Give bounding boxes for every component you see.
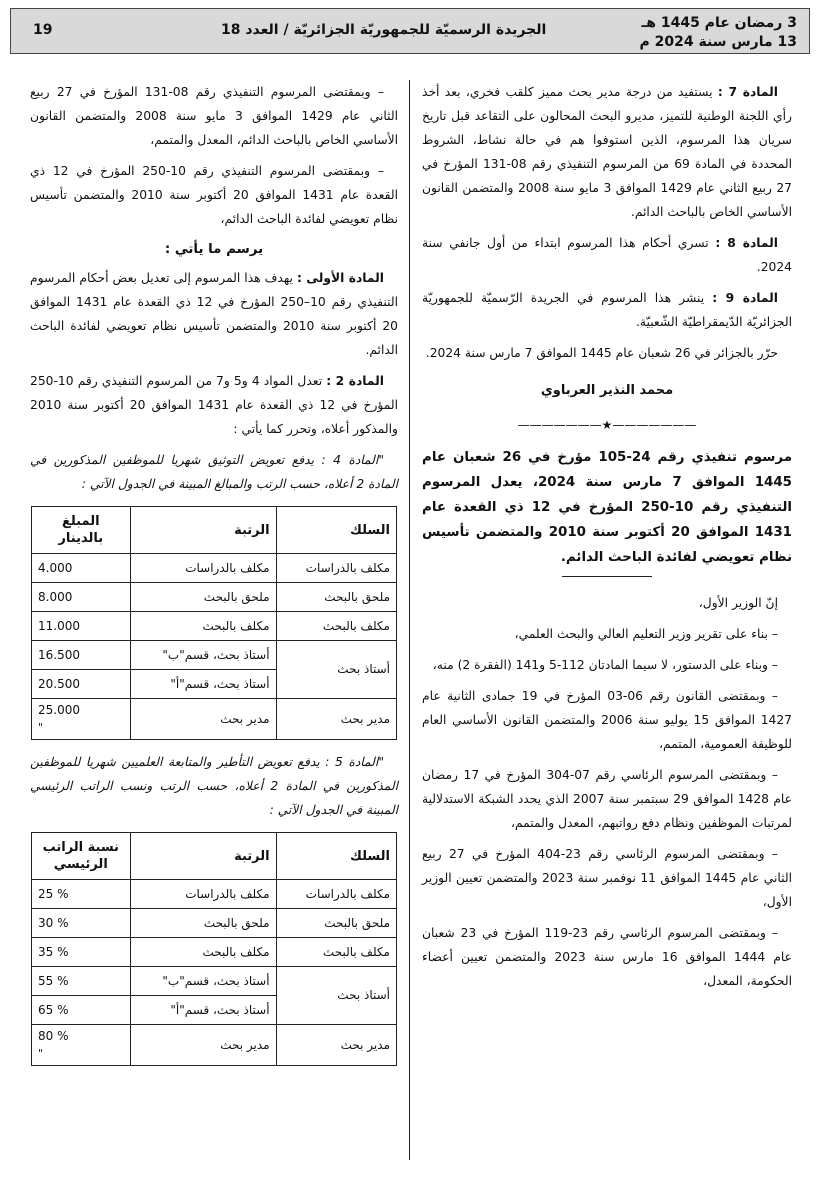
cell-rank: مكلف بالدراسات [130,554,276,583]
visa-8: – وبمقتضى المرسوم التنفيذي رقم 10-250 المؤرخ في 12 ذي القعدة عام 1431 الموافق 20 أكتوبر سنة 2010 والمتضمن تأسيس نظام تعويضي لفائدة الباحث الدائم، [30,164,398,226]
header-date-hijri: 3 رمضان عام 1445 هـ [641,15,797,31]
cell-corps: مدير بحث [276,699,396,740]
article-8-label: المادة 8 : [715,236,778,250]
cell-rank: أستاذ بحث، قسم"ب" [130,641,276,670]
visa-5: – وبمقتضى المرسوم الرئاسي رقم 23-404 المؤرخ في 27 ربيع الثاني عام 1445 الموافق 11 نوفمبر سنة 2023 والمتضمن تعيين الوزير الأول، [422,847,793,909]
cell-corps: أستاذ بحث [276,967,396,1025]
short-rule [562,576,652,577]
header-title: الجريدة الرسميّة للجمهوريّة الجزائريّة / العدد 18 [221,22,547,38]
cell-rate: 35 % [32,938,131,967]
table-row [32,641,397,670]
table-row [32,554,397,583]
visa-1: – بناء على تقرير وزير التعليم العالي والبحث العلمي، [514,627,778,641]
prime-minister-line: إنّ الوزير الأول، [698,596,778,610]
cell-rank: أستاذ بحث، قسم"أ" [130,670,276,699]
col-corps: السلك [276,507,396,554]
cell-corps: مكلف بالبحث [276,938,396,967]
article-7 [422,80,792,224]
table-row [32,612,397,641]
article-7-text: يستفيد من درجة مدير بحث مميز كلقب فخري، بعد أخذ رأي اللجنة الوطنية للتميز، مديرو البحث المحالون على التقاعد قبل تاريخ سريان هذا المرسوم، الذين استوفوا هم في حالة نشاط، الشروط المحددة في المادة 69 من المرسوم التنفيذي رقم 08-131 المؤرخ في 27 ربيع الثاني عام 1429 الموافق 3 مايو سنة 2008 والمتضمن القانون الأساسي الخاص بالباحث الدائم. [422,85,793,219]
table-row [32,909,397,938]
cell-amount-value: 25.000 [38,703,80,717]
visa-4: – وبمقتضى المرسوم الرئاسي رقم 07-304 المؤرخ في 17 رمضان عام 1428 الموافق 29 سبتمبر سنة 2007 الذي يحدد الشبكة الاستدلالية لمرتبات الموظفين ونظام دفع رواتبهم، المعدل والمتمم، [422,768,793,830]
visa-2: – وبناء على الدستور، لا سيما المادتان 112-5 و141 (الفقرة 2) منه، [432,658,778,672]
article-1 [30,266,398,362]
visa-6: – وبمقتضى المرسوم الرئاسي رقم 23-119 المؤرخ في 23 شعبان عام 1444 الموافق 16 مارس سنة 2023 والمتضمن تعيين أعضاء الحكومة، المعدل، [422,926,792,988]
cell-corps: مكلف بالبحث [276,612,396,641]
cell-amount: 4.000 [32,554,131,583]
left-column [30,80,398,1076]
table-row [32,1025,397,1066]
col-rank: الرتبة [130,833,276,880]
article-4-quote: "المادة 4 : يدفع تعويض التوثيق شهريا للموظفين المذكورين في المادة 2 أعلاه، حسب الرتب والمبالغ المبينة في الجدول الآتي : [30,453,398,491]
article-9-text: ينشر هذا المرسوم في الجريدة الرّسميّة للجمهوريّة الجزائريّة الدّيمقراطيّة الشّعبيّة. [422,291,792,329]
cell-rank: مكلف بالبحث [130,612,276,641]
cell-rate [32,1025,131,1066]
decree-title: مرسوم تنفيذي رقم 24-105 مؤرخ في 26 شعبان عام 1445 الموافق 7 مارس سنة 2024، يعدل المرسوم التنفيذي رقم 10-250 المؤرخ في 12 ذي القعدة عام 1431 الموافق 20 أكتوبر سنة 2010 والمتضمن تأسيس نظام تعويضي لفائدة الباحث الدائم. [422,450,792,565]
cell-corps: أستاذ بحث [276,641,396,699]
cell-corps: ملحق بالبحث [276,583,396,612]
article-7-label: المادة 7 : [717,85,779,99]
table-row [32,583,397,612]
cell-rank: مدير بحث [130,1025,276,1066]
cell-amount: 20.500 [32,670,131,699]
cell-rank: أستاذ بحث، قسم"أ" [130,996,276,1025]
cell-rate: 30 % [32,909,131,938]
table-header-row [32,507,397,554]
article-5-quote: "المادة 5 : يدفع تعويض التأطير والمتابعة العلميين شهريا للموظفين المذكورين في المادة 2 أعلاه، حسب الرتب ونسب الراتب الرئيسي المبينة في الجدول الآتي : [30,755,398,817]
table-header-row [32,833,397,880]
article-2-label: المادة 2 : [326,374,384,388]
right-column [422,80,792,1000]
cell-rank: ملحق بالبحث [130,909,276,938]
cell-amount [32,699,131,740]
closing-quote-mark: " [38,721,44,734]
cell-corps: مكلف بالدراسات [276,880,396,909]
col-corps: السلك [276,833,396,880]
cell-rate: 25 % [32,880,131,909]
column-divider [409,80,410,1160]
table-row [32,967,397,996]
article-2 [30,369,398,441]
header-date-gregorian: 13 مارس سنة 2024 م [639,34,797,50]
table-row [32,880,397,909]
cell-corps: مكلف بالدراسات [276,554,396,583]
visa-7: – وبمقتضى المرسوم التنفيذي رقم 08-131 المؤرخ في 27 ربيع الثاني عام 1429 الموافق 3 مايو سنة 2008 والمتضمن القانون الأساسي الخاص بالباحث الدائم، المعدل والمتمم، [30,85,399,147]
col-amount: المبلغ بالدينار [32,507,131,554]
cell-rank: ملحق بالبحث [130,583,276,612]
col-rate: نسبة الراتب الرئيسي [32,833,131,880]
documentation-allowance-table [31,506,397,740]
cell-rate-value: 80 % [38,1029,69,1043]
article-8 [422,231,792,279]
table-row [32,938,397,967]
cell-rate: 65 % [32,996,131,1025]
star-separator: ———————★——————— [517,418,697,432]
decrees-heading: يرسم ما يأتي : [164,242,264,257]
cell-rank: مدير بحث [130,699,276,740]
done-at: حرّر بالجزائر في 26 شعبان عام 1445 الموافق 7 مارس سنة 2024. [425,346,778,360]
cell-rate: 55 % [32,967,131,996]
cell-corps: ملحق بالبحث [276,909,396,938]
cell-rank: مكلف بالدراسات [130,880,276,909]
cell-amount: 11.000 [32,612,131,641]
article-1-text: يهدف هذا المرسوم إلى تعديل بعض أحكام المرسوم التنفيذي رقم 10–250 المؤرخ في 12 ذي القعدة عام 1431 الموافق 20 أكتوبر سنة 2010 والمتضمن تأسيس نظام تعويضي لفائدة الباحث الدائم. [30,271,398,357]
page-header [10,8,810,54]
article-1-label: المادة الأولى : [296,271,384,285]
article-2-text: تعدل المواد 4 و5 و7 من المرسوم التنفيذي رقم 10-250 المؤرخ في 12 ذي القعدة عام 1431 الموافق 20 أكتوبر سنة 2010 والمذكور أعلاه، وتحرر كما يأتي : [30,374,399,436]
cell-rank: مكلف بالبحث [130,938,276,967]
cell-corps: مدير بحث [276,1025,396,1066]
cell-rank: أستاذ بحث، قسم"ب" [130,967,276,996]
cell-amount: 8.000 [32,583,131,612]
page-number: 19 [33,22,53,38]
table-row [32,699,397,740]
closing-quote-mark: " [38,1047,44,1060]
article-8-text: تسري أحكام هذا المرسوم ابتداء من أول جانفي سنة 2024. [422,236,792,274]
signature: محمد النذير العرباوي [540,383,674,398]
visa-3: – وبمقتضى القانون رقم 06-03 المؤرخ في 19 جمادى الثانية عام 1427 الموافق 15 يوليو سنة 2006 والمتضمن القانون الأساسي العام للوظيفة العمومية، المتمم، [422,689,792,751]
article-9 [422,286,792,334]
supervision-allowance-table [31,832,397,1066]
article-9-label: المادة 9 : [712,291,778,305]
cell-amount: 16.500 [32,641,131,670]
col-rank: الرتبة [130,507,276,554]
